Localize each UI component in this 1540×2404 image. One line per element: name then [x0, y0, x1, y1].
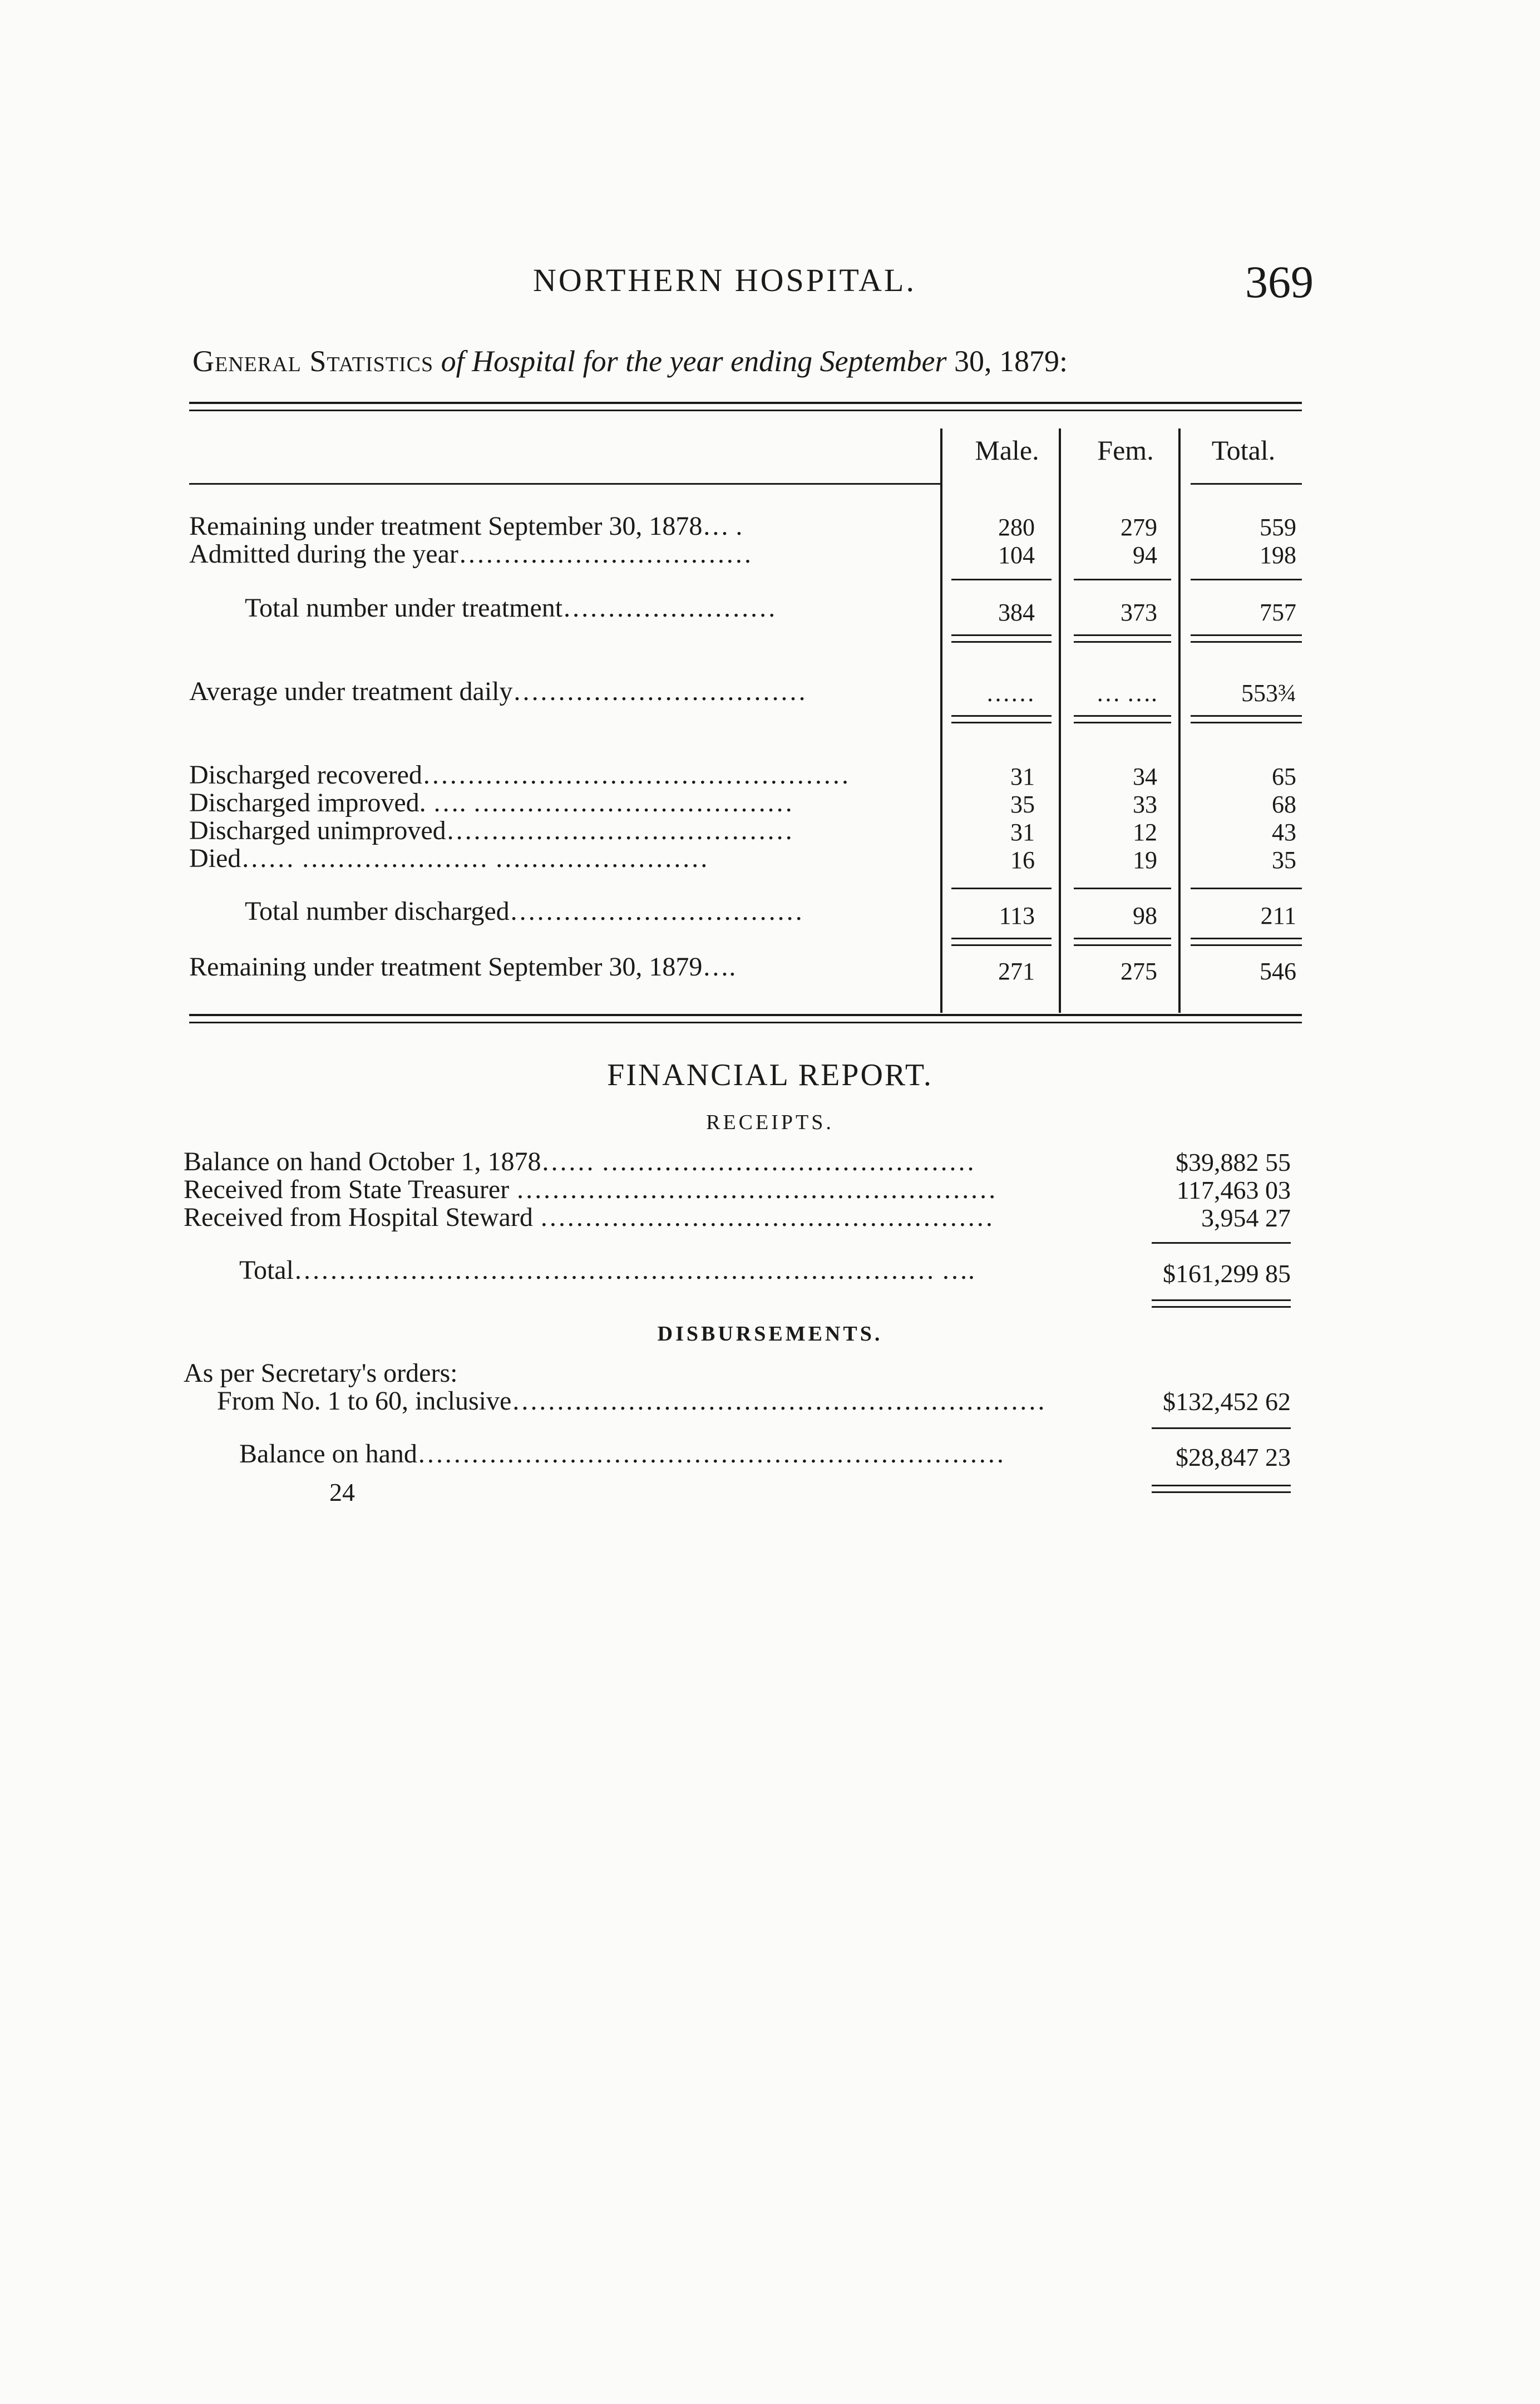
row-total: 68 [1272, 791, 1296, 818]
row-label: Total number under treatment…………………… [245, 593, 777, 623]
row-male: 280 [998, 514, 1035, 541]
receipt-amount: 117,463 03 [1176, 1176, 1291, 1204]
double-rule [951, 938, 1052, 939]
row-fem: 279 [1121, 514, 1157, 541]
row-label: Died…… ………………… …………………… [189, 844, 709, 873]
sum-rule [1191, 579, 1302, 580]
running-header: NORTHERN HOSPITAL. [533, 262, 916, 298]
row-fem: 33 [1133, 791, 1157, 818]
double-rule [1074, 715, 1171, 717]
row-male: 31 [1010, 763, 1035, 790]
col-divider-3 [1178, 428, 1181, 1013]
sum-rule [1074, 579, 1171, 580]
row-fem: 275 [1121, 958, 1157, 985]
double-rule [951, 944, 1052, 946]
receipt-label: Received from State Treasurer ……………………………………………… [184, 1175, 997, 1204]
double-rule [1191, 722, 1302, 723]
sum-rule [1074, 888, 1171, 889]
col-header-total: Total. [1211, 435, 1276, 466]
row-total: 65 [1272, 763, 1296, 790]
row-label: Discharged recovered………………………………………… [189, 760, 850, 790]
row-fem: 12 [1133, 819, 1157, 846]
row-male: 35 [1010, 791, 1035, 818]
row-total: 553¾ [1241, 679, 1296, 707]
receipts-total-amount: $161,299 85 [1163, 1259, 1291, 1288]
row-male: 31 [1010, 819, 1035, 846]
row-fem: 94 [1133, 541, 1157, 569]
double-rule [1074, 944, 1171, 946]
double-rule [1074, 634, 1171, 636]
receipt-label: Received from Hospital Steward …………………………………………… [184, 1203, 994, 1232]
row-total: 198 [1260, 541, 1296, 569]
sum-rule [1191, 888, 1302, 889]
row-label: Total number discharged…………………………… [245, 896, 803, 926]
balance-rule [1152, 1427, 1291, 1429]
disbursements-label: From No. 1 to 60, inclusive…………………………………………………… [217, 1386, 1046, 1416]
row-label: Admitted during the year…………………………… [189, 539, 752, 569]
balance-amount: $28,847 23 [1176, 1443, 1291, 1471]
double-rule [1191, 938, 1302, 939]
total-head-rule [1191, 483, 1302, 485]
page-number: 369 [1245, 257, 1314, 307]
table-top-rule-2 [189, 410, 1302, 411]
row-label: Discharged improved. …. ……………………………… [189, 788, 793, 817]
double-rule [1074, 641, 1171, 643]
row-label: Average under treatment daily…………………………… [189, 677, 807, 706]
row-male: 271 [998, 958, 1035, 985]
col-header-fem: Fem. [1097, 435, 1154, 466]
label-head-rule [189, 483, 940, 485]
receipt-label: Balance on hand October 1, 1878…… …………………………………… [184, 1147, 975, 1176]
row-total: 35 [1272, 846, 1296, 874]
double-rule [951, 715, 1052, 717]
row-male: 104 [998, 541, 1035, 569]
row-fem: 34 [1133, 763, 1157, 790]
double-rule [1191, 944, 1302, 946]
row-total: 757 [1260, 599, 1296, 626]
table-bottom-rule-2 [189, 1022, 1302, 1023]
col-divider-2 [1059, 428, 1061, 1013]
row-male: 113 [999, 902, 1035, 929]
receipts-heading: RECEIPTS. [706, 1111, 834, 1134]
row-label: Remaining under treatment September 30, 1879…. [189, 952, 736, 982]
balance-double-rule [1152, 1491, 1291, 1493]
row-label: Discharged unimproved………………………………… [189, 816, 793, 845]
double-rule [951, 641, 1052, 643]
table-bottom-rule-1 [189, 1014, 1302, 1016]
table-caption [192, 344, 1068, 378]
financial-report-title: FINANCIAL REPORT. [607, 1058, 933, 1092]
double-rule [1074, 722, 1171, 723]
disbursements-heading: DISBURSEMENTS. [657, 1322, 883, 1346]
col-header-male: Male. [975, 435, 1039, 466]
double-rule [1191, 641, 1302, 643]
receipts-double-rule [1152, 1299, 1291, 1301]
sum-rule [951, 888, 1052, 889]
double-rule [1191, 634, 1302, 636]
row-male: …… [986, 679, 1035, 707]
row-fem: … …. [1096, 679, 1157, 707]
double-rule [1191, 715, 1302, 717]
double-rule [1074, 938, 1171, 939]
balance-double-rule [1152, 1485, 1291, 1486]
receipt-amount: $39,882 55 [1176, 1148, 1291, 1176]
receipts-sum-rule [1152, 1242, 1291, 1244]
caption-italic: of Hospital for the year ending September [441, 344, 947, 378]
row-fem: 373 [1121, 599, 1157, 626]
row-label: Remaining under treatment September 30, 1878… . [189, 511, 743, 541]
row-total: 559 [1260, 514, 1296, 541]
col-divider-1 [940, 428, 942, 1013]
balance-label: Balance on hand………………………………………………………… [239, 1439, 1005, 1469]
row-total: 211 [1260, 902, 1296, 929]
row-fem: 98 [1133, 902, 1157, 929]
row-total: 546 [1260, 958, 1296, 985]
disbursements-amount: $132,452 62 [1163, 1387, 1291, 1416]
sum-rule [951, 579, 1052, 580]
caption-date: 30, 1879: [954, 344, 1068, 378]
double-rule [951, 634, 1052, 636]
caption-lead: General Statistics [192, 344, 434, 378]
double-rule [951, 722, 1052, 723]
row-fem: 19 [1133, 846, 1157, 874]
row-male: 384 [998, 599, 1035, 626]
disbursements-intro: As per Secretary's orders: [184, 1358, 458, 1388]
receipt-amount: 3,954 27 [1201, 1204, 1291, 1232]
receipts-double-rule [1152, 1306, 1291, 1308]
row-male: 16 [1010, 846, 1035, 874]
row-total: 43 [1272, 819, 1296, 846]
signature-mark: 24 [329, 1478, 355, 1506]
table-top-rule-1 [189, 402, 1302, 404]
receipts-total-label: Total……………………………………………………………… …. [239, 1255, 975, 1285]
